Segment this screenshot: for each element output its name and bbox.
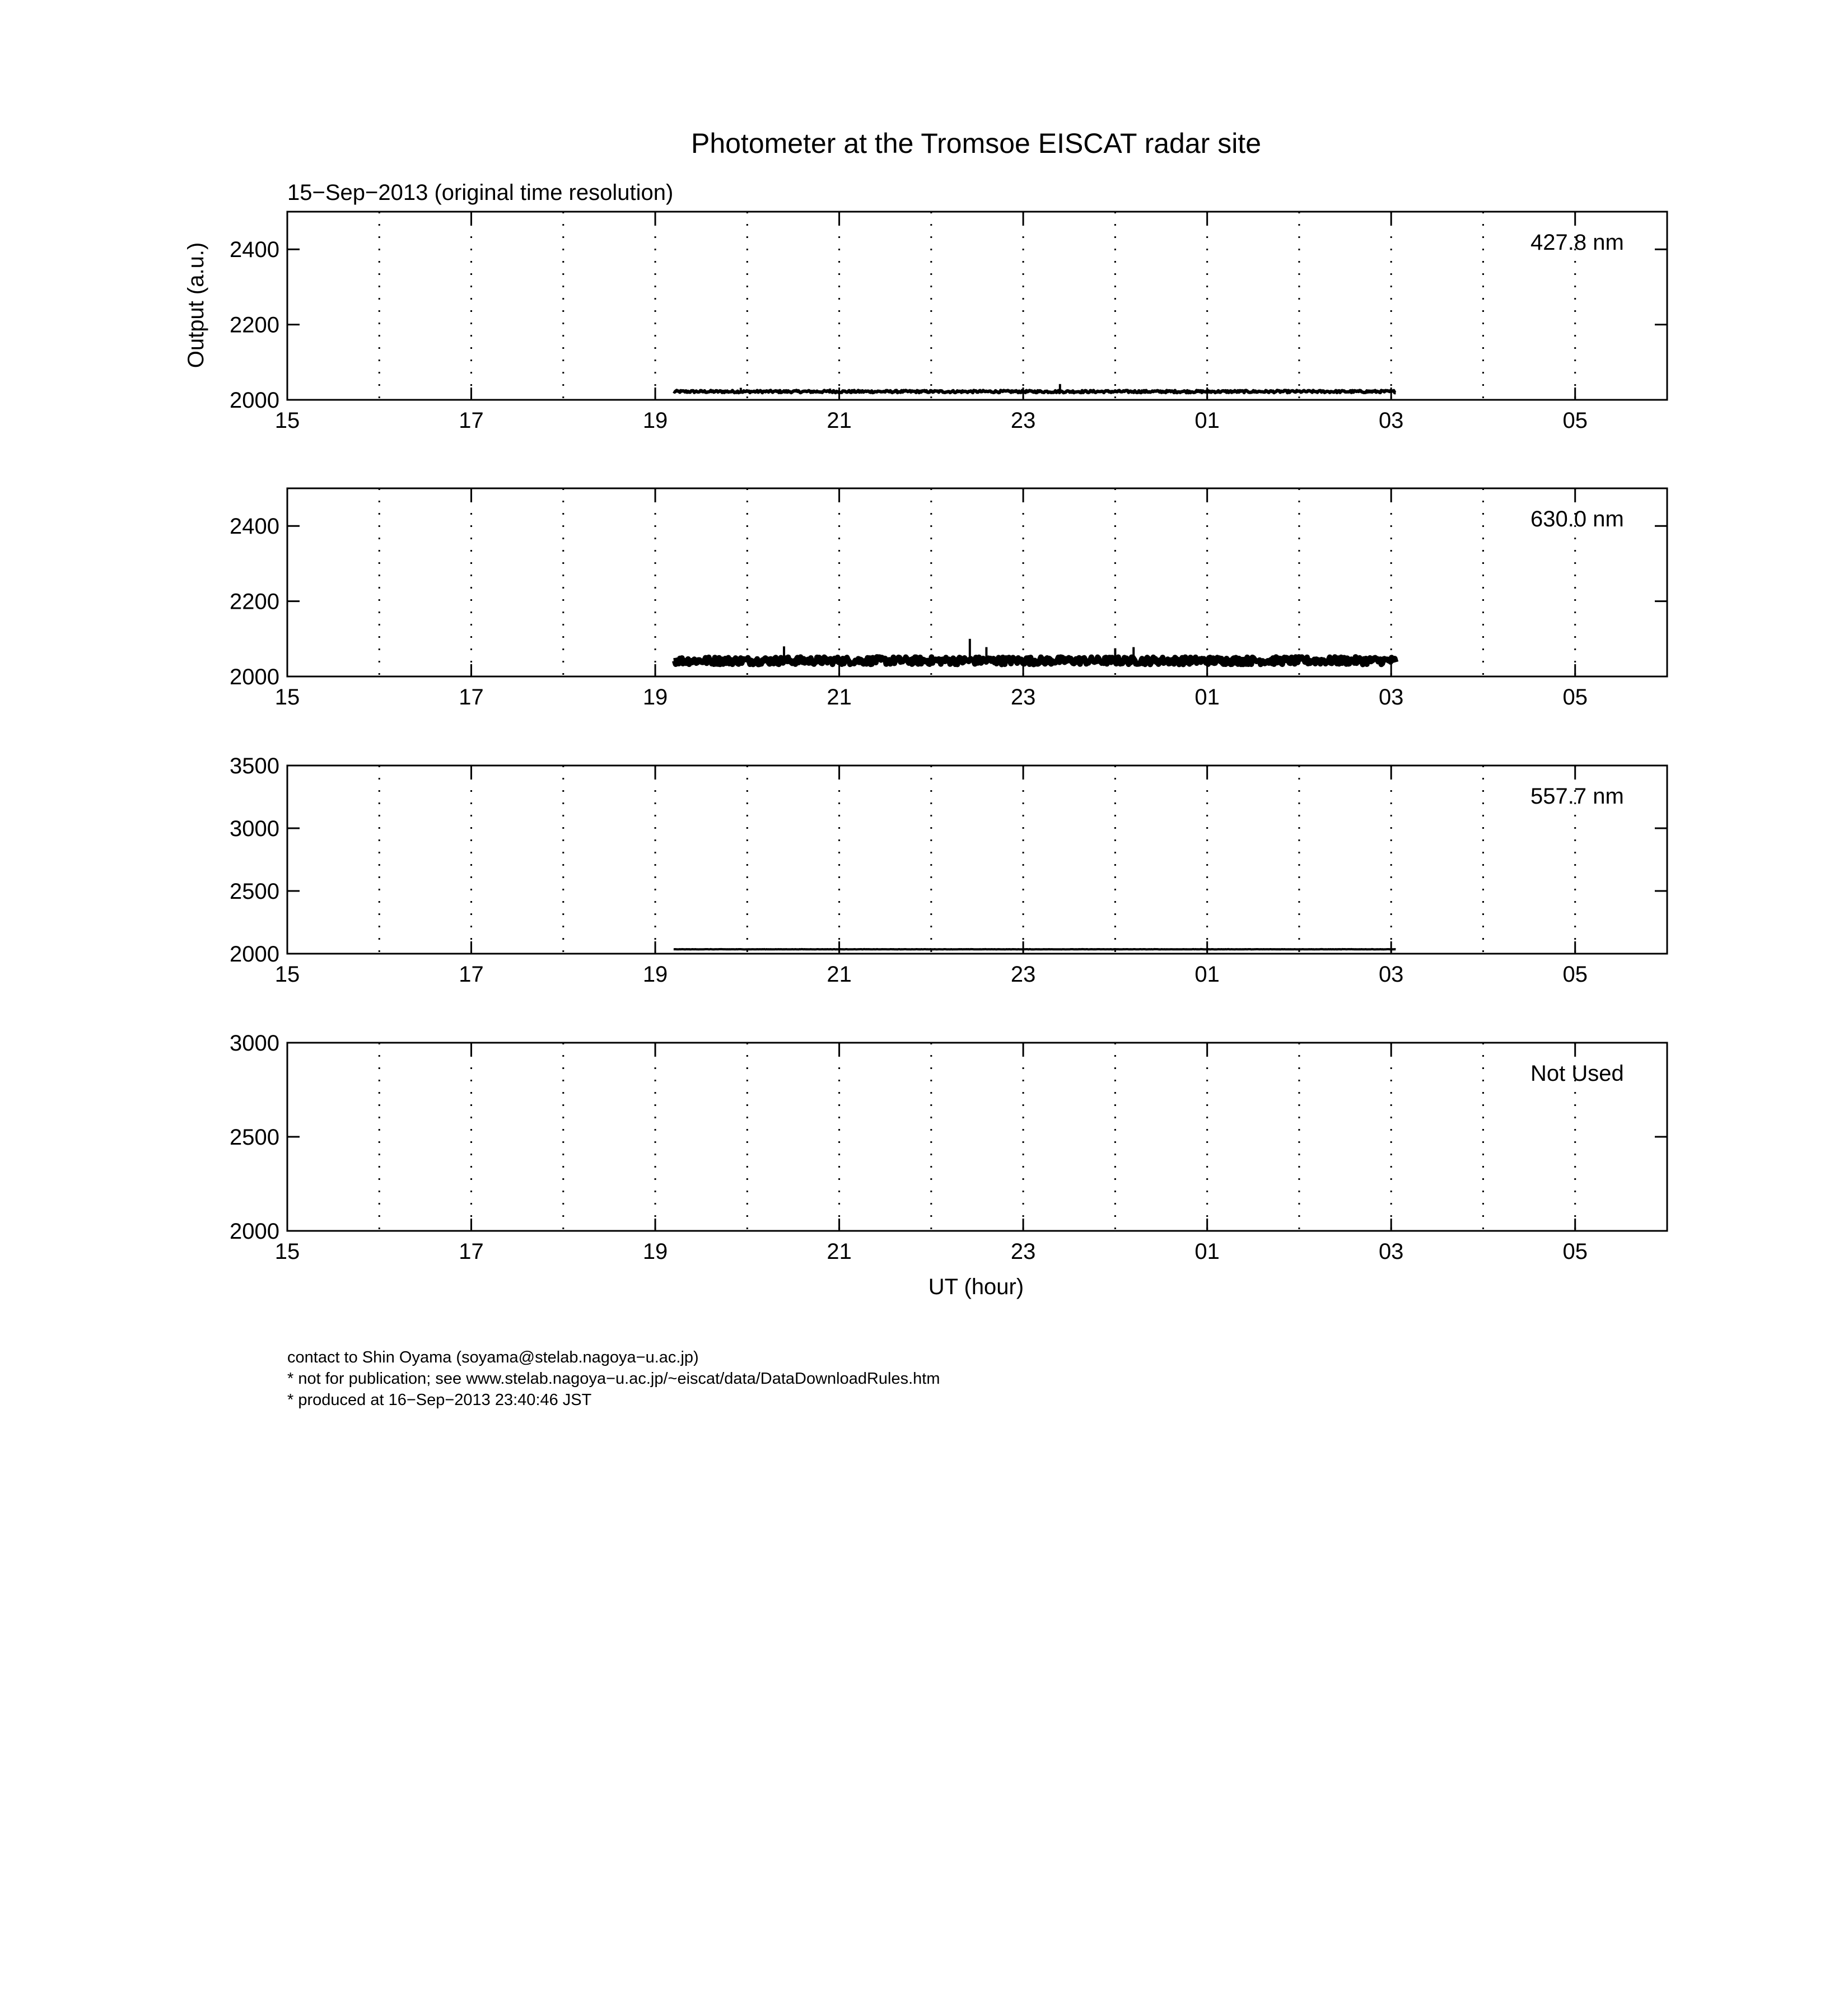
x-tick-label: 01 (1194, 685, 1220, 710)
x-tick-label: 21 (827, 408, 852, 433)
y-axis-label: Output (a.u.) (184, 242, 208, 368)
y-tick-label: 3000 (230, 816, 279, 841)
footer-contact: contact to Shin Oyama (soyama@stelab.nagoya−u.ac.jp) (287, 1348, 699, 1366)
x-tick-label: 03 (1378, 962, 1404, 987)
x-tick-label: 01 (1194, 408, 1220, 433)
x-tick-label: 17 (459, 1239, 484, 1264)
x-tick-label: 23 (1010, 962, 1036, 987)
figure-title: Photometer at the Tromsoe EISCAT radar site (690, 128, 1262, 159)
x-tick-label: 15 (274, 962, 300, 987)
x-tick-label: 23 (1010, 408, 1036, 433)
y-tick-label: 2000 (230, 388, 279, 413)
x-tick-label: 15 (274, 685, 300, 710)
footer-disclaimer: * not for publication; see www.stelab.nagoya−u.ac.jp/~eiscat/data/DataDownloadRules.htm (287, 1370, 940, 1388)
footer-notes (287, 1347, 940, 1411)
figure-subtitle: 15−Sep−2013 (original time resolution) (287, 180, 674, 205)
x-axis-label: UT (hour) (928, 1275, 1024, 1299)
x-tick-label: 05 (1562, 408, 1588, 433)
x-tick-label: 03 (1378, 1239, 1404, 1264)
y-tick-label: 2200 (230, 589, 279, 614)
y-tick-label: 2200 (230, 312, 279, 338)
x-tick-label: 03 (1378, 685, 1404, 710)
x-tick-label: 01 (1194, 1239, 1220, 1264)
x-tick-label: 21 (827, 962, 852, 987)
x-tick-label: 01 (1194, 962, 1220, 987)
y-tick-label: 2000 (230, 942, 279, 967)
x-tick-label: 19 (642, 962, 668, 987)
y-tick-label: 2000 (230, 1219, 279, 1244)
footer-produced: * produced at 16−Sep−2013 23:40:46 JST (287, 1391, 592, 1409)
channel-label: Not Used (1530, 1061, 1624, 1086)
x-tick-label: 21 (827, 1239, 852, 1264)
x-tick-label: 03 (1378, 408, 1404, 433)
axes-frame (287, 488, 1667, 676)
y-tick-label: 2400 (230, 237, 279, 263)
y-tick-label: 2400 (230, 514, 279, 539)
axes-frame (287, 1043, 1667, 1231)
x-tick-label: 17 (459, 408, 484, 433)
x-tick-label: 17 (459, 685, 484, 710)
axes-frame (287, 212, 1667, 400)
x-tick-label: 21 (827, 685, 852, 710)
panel-3 (230, 754, 1667, 987)
y-tick-label: 2500 (230, 879, 279, 904)
y-tick-label: 3500 (230, 754, 279, 778)
x-tick-label: 19 (642, 408, 668, 433)
panel-1 (230, 212, 1667, 433)
x-tick-label: 17 (459, 962, 484, 987)
x-tick-label: 19 (642, 685, 668, 710)
x-tick-label: 23 (1010, 685, 1036, 710)
y-tick-label: 2000 (230, 665, 279, 689)
panels (230, 212, 1667, 1264)
data-series (674, 657, 1396, 664)
x-tick-label: 05 (1562, 962, 1588, 987)
x-tick-label: 19 (642, 1239, 668, 1264)
x-tick-label: 05 (1562, 1239, 1588, 1264)
x-tick-label: 15 (274, 408, 300, 433)
channel-label: 630.0 nm (1530, 507, 1624, 531)
x-tick-label: 23 (1010, 1239, 1036, 1264)
panel-4 (230, 1031, 1667, 1264)
x-tick-label: 15 (274, 1239, 300, 1264)
y-tick-label: 2500 (230, 1125, 279, 1150)
channel-label: 557.7 nm (1530, 784, 1624, 809)
y-tick-label: 3000 (230, 1031, 279, 1056)
x-tick-label: 05 (1562, 685, 1588, 710)
panel-2 (230, 488, 1667, 710)
data-series (674, 390, 1396, 393)
axes-frame (287, 766, 1667, 954)
data-series (674, 949, 1396, 950)
channel-label: 427.8 nm (1530, 230, 1624, 255)
